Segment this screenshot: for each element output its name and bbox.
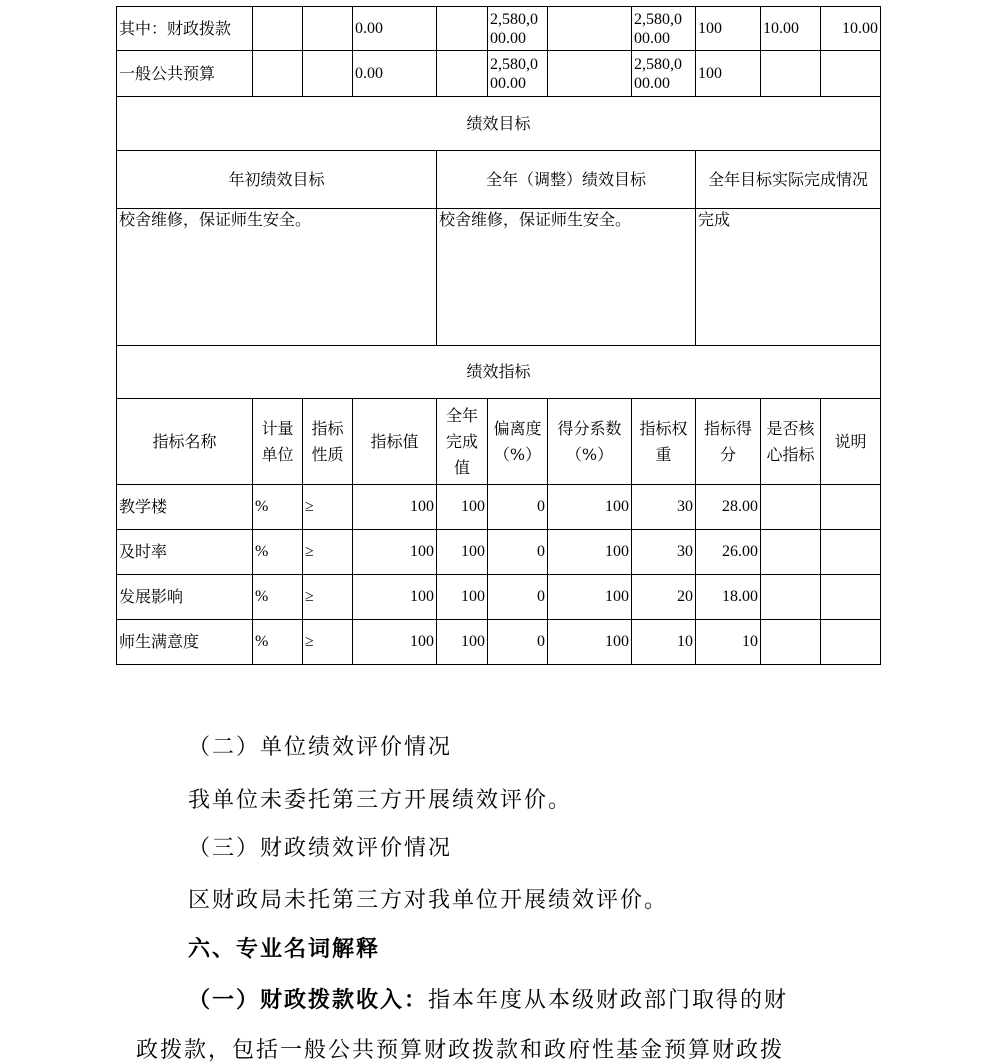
- budget-cell: 2,580,0 00.00: [632, 7, 696, 51]
- paragraph: 区财政局未托第三方对我单位开展绩效评价。: [188, 888, 669, 913]
- budget-cell: 100: [696, 51, 761, 97]
- column-header: 计量单位: [253, 399, 303, 485]
- column-header: 全年完成值: [437, 399, 488, 485]
- indicator-unit: %: [253, 620, 303, 665]
- indicator-weight: 10: [632, 620, 696, 665]
- indicator-note: [821, 575, 881, 620]
- budget-cell: 10.00: [761, 7, 821, 51]
- term-definition: 指本年度从本级财政部门取得的财: [428, 988, 789, 1013]
- indicator-score: 18.00: [696, 575, 761, 620]
- indicator-done: 100: [437, 575, 488, 620]
- indicator-name: 发展影响: [117, 575, 253, 620]
- indicator-coefficient: 100: [548, 620, 632, 665]
- indicator-note: [821, 620, 881, 665]
- indicator-deviation: 0: [488, 620, 548, 665]
- budget-cell: 100: [696, 7, 761, 51]
- indicator-core: [761, 530, 821, 575]
- indicator-value: 100: [353, 530, 437, 575]
- indicator-deviation: 0: [488, 575, 548, 620]
- budget-cell: 10.00: [821, 7, 881, 51]
- budget-cell: 2,580,0 00.00: [632, 51, 696, 97]
- term-label: （一）财政拨款收入：: [188, 987, 429, 1013]
- indicator-weight: 30: [632, 485, 696, 530]
- budget-cell: 0.00: [353, 51, 437, 97]
- section-heading-glossary: 六、专业名词解释: [188, 936, 381, 962]
- column-header: 指标性质: [303, 399, 353, 485]
- section-heading-unit-evaluation: （二）单位绩效评价情况: [188, 735, 453, 760]
- budget-cell: [761, 51, 821, 97]
- indicator-nature: ≥: [303, 485, 353, 530]
- paragraph: [188, 983, 788, 1014]
- indicator-done: 100: [437, 485, 488, 530]
- table-row: [117, 620, 881, 665]
- paragraph: 政拨款，包括一般公共预算财政拨款和政府性基金预算财政拨: [136, 1038, 785, 1063]
- table-row: [117, 575, 881, 620]
- indicator-score: 26.00: [696, 530, 761, 575]
- column-header: 指标权重: [632, 399, 696, 485]
- indicator-deviation: 0: [488, 485, 548, 530]
- goals-col1-value: 校舍维修，保证师生安全。: [117, 209, 437, 346]
- indicator-score: 28.00: [696, 485, 761, 530]
- indicator-name: 师生满意度: [117, 620, 253, 665]
- indicator-name: 教学楼: [117, 485, 253, 530]
- column-header: 得分系数（%）: [548, 399, 632, 485]
- table-row: [117, 530, 881, 575]
- indicator-nature: ≥: [303, 530, 353, 575]
- indicator-coefficient: 100: [548, 485, 632, 530]
- indicator-value: 100: [353, 575, 437, 620]
- indicator-coefficient: 100: [548, 530, 632, 575]
- indicator-deviation: 0: [488, 530, 548, 575]
- indicator-core: [761, 575, 821, 620]
- indicator-coefficient: 100: [548, 575, 632, 620]
- paragraph: 我单位未委托第三方开展绩效评价。: [188, 788, 573, 813]
- column-header: 指标得分: [696, 399, 761, 485]
- indicator-nature: ≥: [303, 575, 353, 620]
- budget-row: [117, 51, 881, 97]
- column-header: 指标名称: [117, 399, 253, 485]
- indicator-value: 100: [353, 485, 437, 530]
- performance-table: [116, 6, 881, 665]
- budget-cell: 0.00: [353, 7, 437, 51]
- budget-label: 一般公共预算: [117, 51, 253, 97]
- budget-label: 其中：财政拨款: [117, 7, 253, 51]
- indicator-note: [821, 485, 881, 530]
- indicator-weight: 30: [632, 530, 696, 575]
- indicator-unit: %: [253, 530, 303, 575]
- goals-col2-value: 校舍维修，保证师生安全。: [437, 209, 696, 346]
- indicator-unit: %: [253, 575, 303, 620]
- indicator-note: [821, 530, 881, 575]
- goals-col1-header: 年初绩效目标: [117, 151, 437, 209]
- indicator-core: [761, 620, 821, 665]
- budget-cell: [821, 51, 881, 97]
- section-heading-finance-evaluation: （三）财政绩效评价情况: [188, 836, 453, 861]
- column-header: 指标值: [353, 399, 437, 485]
- indicators-section-title: 绩效指标: [117, 346, 881, 399]
- indicator-unit: %: [253, 485, 303, 530]
- goals-col3-value: 完成: [696, 209, 881, 346]
- budget-cell: 2,580,0 00.00: [488, 7, 548, 51]
- column-header: 说明: [821, 399, 881, 485]
- goals-col3-header: 全年目标实际完成情况: [696, 151, 881, 209]
- indicator-score: 10: [696, 620, 761, 665]
- column-header: 偏离度（%）: [488, 399, 548, 485]
- budget-row: [117, 7, 881, 51]
- table-row: [117, 485, 881, 530]
- indicator-done: 100: [437, 530, 488, 575]
- indicator-value: 100: [353, 620, 437, 665]
- indicator-done: 100: [437, 620, 488, 665]
- indicator-name: 及时率: [117, 530, 253, 575]
- indicators-header-row: [117, 399, 881, 485]
- budget-cell: 2,580,0 00.00: [488, 51, 548, 97]
- column-header: 是否核心指标: [761, 399, 821, 485]
- indicator-weight: 20: [632, 575, 696, 620]
- indicator-core: [761, 485, 821, 530]
- goals-section-title: 绩效目标: [117, 97, 881, 151]
- goals-col2-header: 全年（调整）绩效目标: [437, 151, 696, 209]
- indicator-nature: ≥: [303, 620, 353, 665]
